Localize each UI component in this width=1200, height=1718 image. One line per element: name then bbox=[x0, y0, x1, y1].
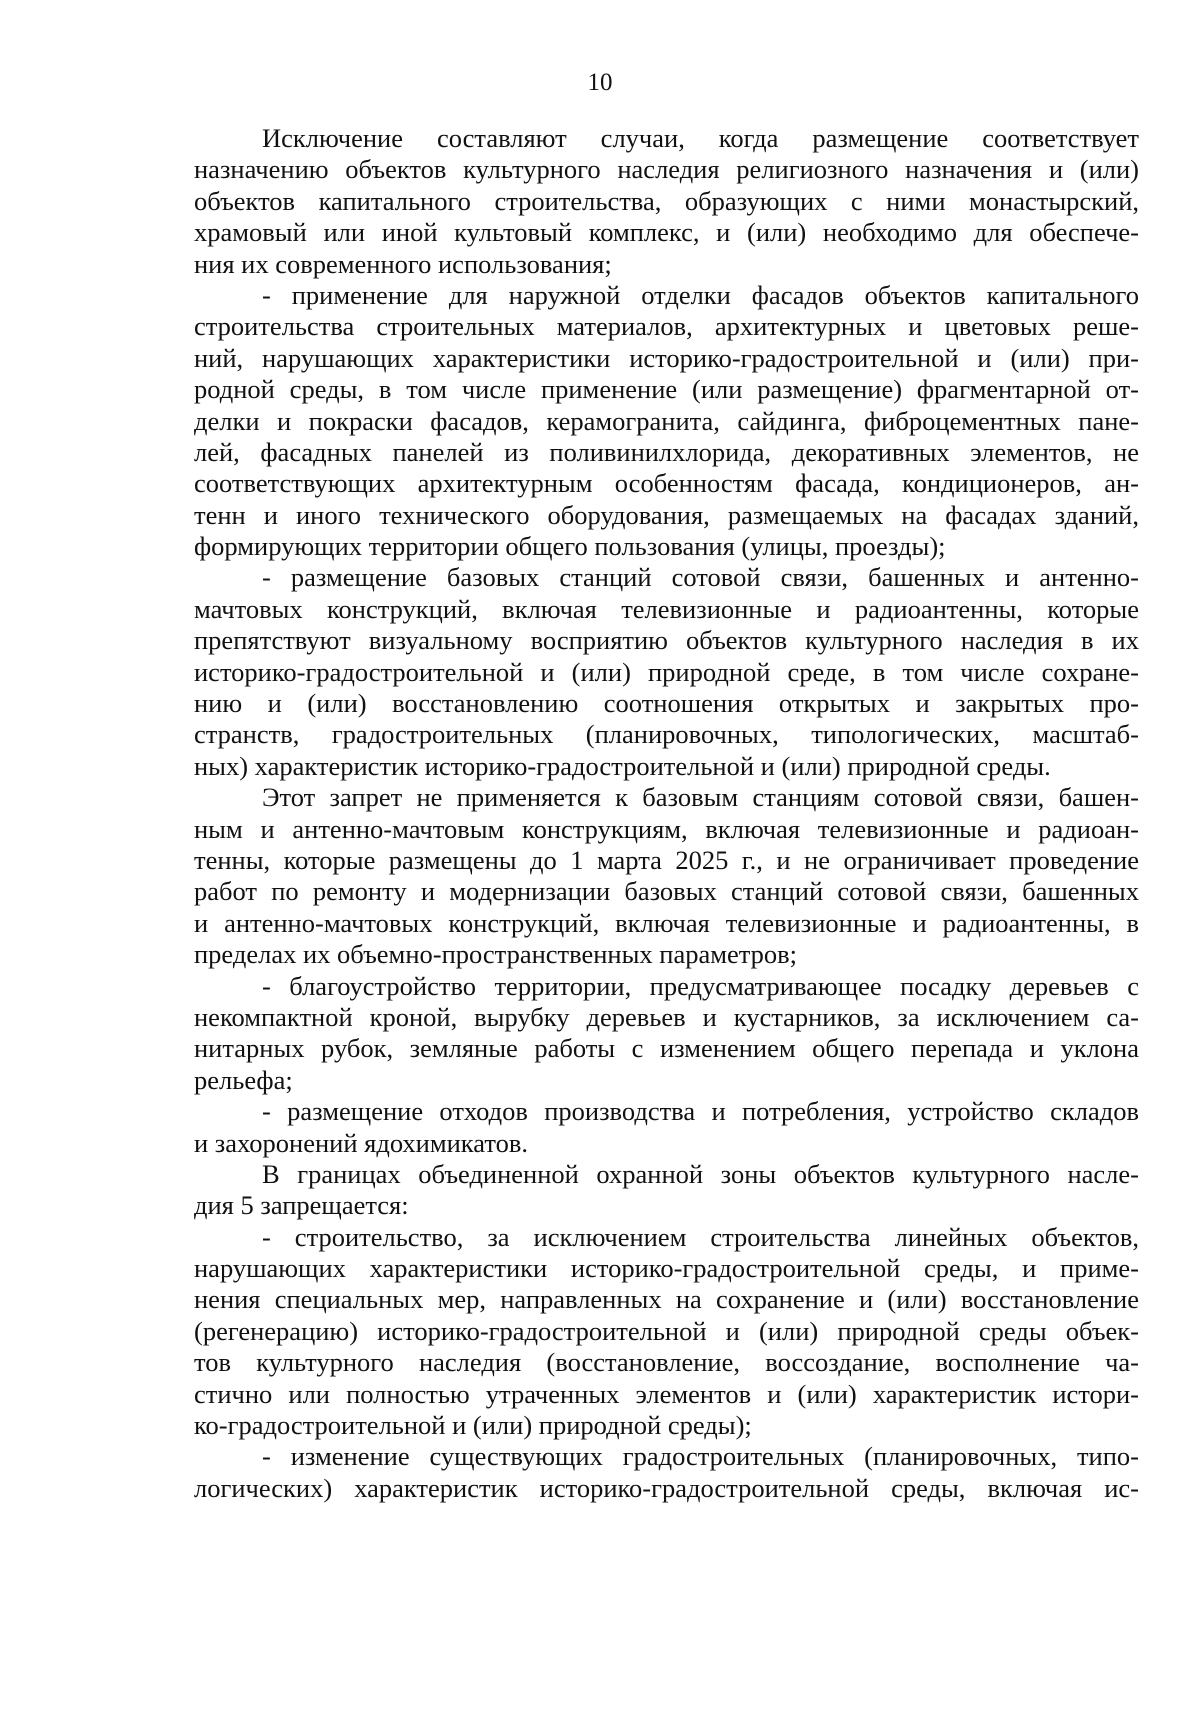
text-line: стично или полностью утраченных элементов и (или) характеристик истори- bbox=[194, 1378, 1139, 1409]
text-line: ных) характеристик историко-градостроительной и (или) природной среды. bbox=[194, 750, 1051, 781]
text-line: дия 5 запрещается: bbox=[194, 1190, 409, 1221]
text-line: нию и (или) восстановлению соотношения открытых и закрытых про- bbox=[194, 688, 1139, 719]
text-line: странств, градостроительных (планировочных, типологических, масштаб- bbox=[194, 719, 1139, 750]
text-line: Этот запрет не применяется к базовым станциям сотовой связи, башен- bbox=[262, 782, 1139, 813]
text-line: логических) характеристик историко-градостроительной среды, включая ис- bbox=[194, 1472, 1139, 1503]
text-line: ния их современного использования; bbox=[194, 248, 612, 279]
text-line: - строительство, за исключением строительства линейных объектов, bbox=[262, 1221, 1139, 1252]
text-line: работ по ремонту и модернизации базовых станций сотовой связи, башенных bbox=[194, 876, 1139, 907]
text-line: и захоронений ядохимикатов. bbox=[194, 1127, 528, 1158]
document-body bbox=[194, 123, 1139, 1504]
text-line: Исключение составляют случаи, когда размещение соответствует bbox=[262, 123, 1139, 153]
text-line: - благоустройство территории, предусматривающее посадку деревьев с bbox=[262, 970, 1139, 1001]
text-line: - применение для наружной отделки фасадов объектов капитального bbox=[262, 279, 1139, 310]
text-line: В границах объединенной охранной зоны объектов культурного насле- bbox=[262, 1158, 1139, 1189]
text-line: ко-градостроительной и (или) природной среды); bbox=[194, 1410, 752, 1441]
text-line: нитарных рубок, земляные работы с изменением общего перепада и уклона bbox=[194, 1033, 1139, 1064]
text-line: формирующих территории общего пользования (улицы, проезды); bbox=[194, 531, 946, 562]
text-line: препятствуют визуальному восприятию объектов культурного наследия в их bbox=[194, 625, 1139, 656]
text-line: соответствующих архитектурным особенностям фасада, кондиционеров, ан- bbox=[194, 468, 1139, 499]
text-line: - размещение базовых станций сотовой связи, башенных и антенно- bbox=[262, 562, 1139, 593]
text-line: строительства строительных материалов, архитектурных и цветовых реше- bbox=[194, 311, 1139, 342]
text-line: некомпактной кроной, вырубку деревьев и кустарников, за исключением са- bbox=[194, 1001, 1139, 1032]
text-line: нения специальных мер, направленных на сохранение и (или) восстановление bbox=[194, 1284, 1139, 1315]
text-line: ным и антенно-мачтовым конструкциям, включая телевизионные и радиоан- bbox=[194, 813, 1139, 844]
text-line: - размещение отходов производства и потребления, устройство складов bbox=[262, 1096, 1139, 1127]
page-number: 10 bbox=[587, 69, 613, 96]
text-line: пределах их объемно-пространственных параметров; bbox=[194, 939, 798, 970]
text-line: родной среды, в том числе применение (или размещение) фрагментарной от- bbox=[194, 374, 1139, 405]
text-line: тенн и иного технического оборудования, размещаемых на фасадах зданий, bbox=[194, 499, 1139, 530]
text-line: рельефа; bbox=[194, 1064, 293, 1095]
text-line: нарушающих характеристики историко-градостроительной среды, и приме- bbox=[194, 1253, 1139, 1284]
text-line: мачтовых конструкций, включая телевизионные и радиоантенны, которые bbox=[194, 593, 1139, 624]
text-line: и антенно-мачтовых конструкций, включая телевизионные и радиоантенны, в bbox=[194, 907, 1139, 938]
text-line: тов культурного наследия (восстановление, воссоздание, восполнение ча- bbox=[194, 1347, 1139, 1378]
text-line: - изменение существующих градостроительных (планировочных, типо- bbox=[262, 1441, 1139, 1472]
text-line: историко-градостроительной и (или) природной среде, в том числе сохране- bbox=[194, 656, 1139, 687]
text-line: тенны, которые размещены до 1 марта 2025 г., и не ограничивает проведение bbox=[194, 844, 1139, 875]
text-line: делки и покраски фасадов, керамогранита, сайдинга, фиброцементных пане- bbox=[194, 405, 1139, 436]
text-line: (регенерацию) историко-градостроительной и (или) природной среды объек- bbox=[194, 1315, 1139, 1346]
text-line: храмовый или иной культовый комплекс, и (или) необходимо для обеспече- bbox=[194, 217, 1139, 248]
text-line: назначению объектов культурного наследия религиозного назначения и (или) bbox=[194, 154, 1139, 185]
text-line: ний, нарушающих характеристики историко-градостроительной и (или) при- bbox=[194, 342, 1139, 373]
text-line: объектов капитального строительства, образующих с ними монастырский, bbox=[194, 185, 1139, 216]
text-line: лей, фасадных панелей из поливинилхлорида, декоративных элементов, не bbox=[194, 436, 1139, 467]
